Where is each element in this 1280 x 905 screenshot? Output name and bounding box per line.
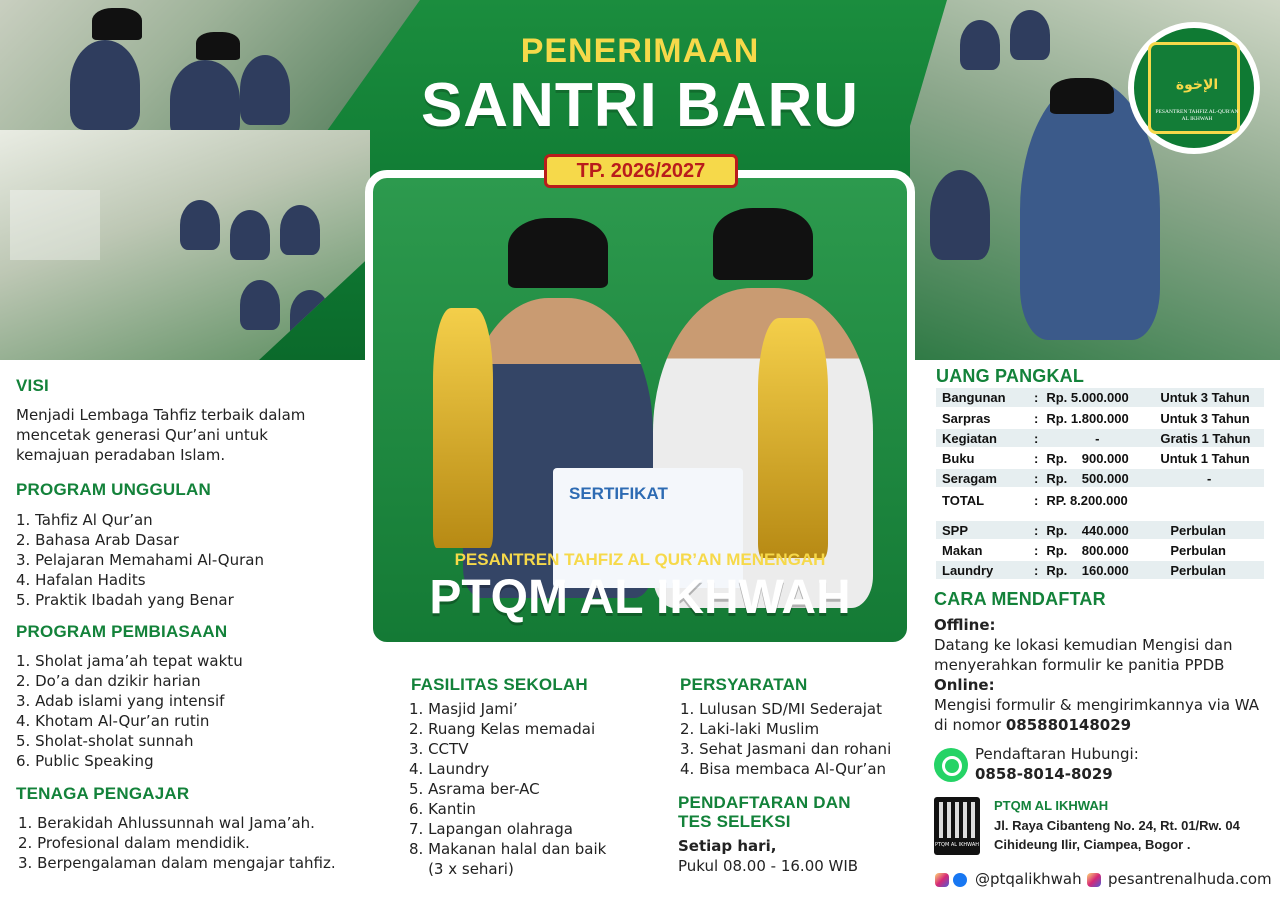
instagram-icon — [1087, 873, 1101, 887]
program-pembiasaan-title: PROGRAM PEMBIASAAN — [16, 622, 228, 641]
online-number-line — [934, 715, 1270, 735]
offline-line: Datang ke lokasi kemudian Mengisi dan — [934, 636, 1233, 654]
classroom-photo-top-left — [0, 0, 420, 130]
visi-line: Menjadi Lembaga Tahfiz terbaik dalam — [16, 406, 306, 424]
list-item: 1. Masjid Jami’ — [409, 700, 518, 718]
fee-separator: : — [1028, 428, 1044, 448]
fee-separator: : — [1028, 408, 1044, 428]
table-row-total — [936, 488, 1264, 512]
table-row — [936, 448, 1264, 468]
trophy-icon — [758, 318, 828, 558]
fee-total-label: TOTAL — [936, 488, 1028, 512]
list-item: 4. Hafalan Hadits — [16, 571, 146, 589]
fee-item: SPP — [936, 520, 1028, 540]
list-item: 4. Laundry — [409, 760, 490, 778]
fee-separator: : — [1028, 520, 1044, 540]
fee-amount: - — [1044, 428, 1154, 448]
contact-label: Pendaftaran Hubungi: — [975, 745, 1139, 763]
list-item: 1. Tahfiz Al Qur’an — [16, 511, 153, 529]
fasilitas-list — [409, 699, 606, 879]
jadwal-title — [678, 793, 851, 831]
fee-amount: Rp. 160.000 — [1044, 560, 1154, 580]
peci-cap — [92, 8, 142, 40]
offline-line: menyerahkan formulir ke panitia PPDB — [934, 656, 1225, 674]
peci-cap — [1050, 78, 1114, 114]
program-unggulan-title: PROGRAM UNGGULAN — [16, 480, 211, 499]
list-item: (3 x sehari) — [409, 860, 514, 878]
list-item: 2. Profesional dalam mendidik. — [18, 834, 250, 852]
jadwal-text — [678, 836, 858, 876]
student-figure — [230, 210, 270, 260]
fee-table — [936, 388, 1264, 581]
fee-separator: : — [1028, 448, 1044, 468]
persyaratan-title: PERSYARATAN — [680, 675, 808, 694]
student-figure — [960, 20, 1000, 70]
fee-note: Untuk 1 Tahun — [1154, 448, 1264, 468]
certificate-title: SERTIFIKAT — [569, 484, 668, 503]
cara-mendaftar-text — [934, 615, 1270, 735]
online-line: Mengisi formulir & mengirimkannya via WA — [934, 696, 1260, 714]
fee-amount: Rp. 900.000 — [1044, 448, 1154, 468]
fee-separator: : — [1028, 540, 1044, 560]
fee-item: Bangunan — [936, 388, 1028, 408]
social-handle: @ptqalikhwah — [975, 870, 1082, 888]
qr-code-icon — [934, 797, 980, 855]
list-item: 2. Ruang Kelas memadai — [409, 720, 596, 738]
online-label: Online: — [934, 676, 995, 694]
fee-amount: Rp. 440.000 — [1044, 520, 1154, 540]
fee-note: Untuk 3 Tahun — [1154, 408, 1264, 428]
tenaga-pengajar-title: TENAGA PENGAJAR — [16, 784, 190, 803]
list-item: 4. Bisa membaca Al-Qur’an — [680, 760, 887, 778]
fee-amount: Rp. 1.800.000 — [1044, 408, 1154, 428]
trophy-icon — [433, 308, 493, 548]
list-item: 1. Berakidah Ahlussunnah wal Jama’ah. — [18, 814, 315, 832]
logo-name: PESANTREN TAHFIZ AL-QUR'AN AL IKHWAH — [1155, 109, 1239, 122]
list-item: 2. Do’a dan dzikir harian — [16, 672, 201, 690]
fee-separator: : — [1028, 488, 1044, 512]
address-org: PTQM AL IKHWAH — [994, 798, 1109, 813]
list-item: 7. Lapangan olahraga — [409, 820, 573, 838]
period-badge: TP. 2026/2027 — [544, 154, 738, 188]
whatsapp-icon — [934, 748, 968, 782]
student-figure — [240, 55, 290, 125]
headline-santri-baru: SANTRI BARU — [420, 71, 860, 140]
table-row — [936, 468, 1264, 488]
jadwal-time: Pukul 08.00 - 16.00 WIB — [678, 857, 859, 875]
list-item: 2. Bahasa Arab Dasar — [16, 531, 179, 549]
student-figure — [180, 200, 220, 250]
fee-note — [1154, 488, 1264, 512]
list-item: 6. Kantin — [409, 800, 476, 818]
contact-block — [975, 744, 1139, 784]
table-row — [936, 428, 1264, 448]
student-figure — [240, 280, 280, 330]
list-item: 5. Asrama ber-AC — [409, 780, 540, 798]
table-spacer — [936, 512, 1264, 520]
table-row — [936, 560, 1264, 580]
uang-pangkal-title: UANG PANGKAL — [936, 366, 1085, 386]
program-unggulan-list — [16, 510, 264, 610]
instagram-icon — [935, 873, 949, 887]
student-figure — [1010, 10, 1050, 60]
fee-total-amount: RP. 8.200.000 — [1044, 488, 1154, 512]
hero-card — [365, 170, 915, 650]
peci-cap — [196, 32, 240, 60]
list-item: 8. Makanan halal dan baik — [409, 840, 607, 858]
jadwal-day: Setiap hari, — [678, 837, 777, 855]
fee-note: Perbulan — [1154, 520, 1264, 540]
address-line: Jl. Raya Cibanteng No. 24, Rt. 01/Rw. 04 — [994, 818, 1240, 833]
online-number: 085880148029 — [1005, 716, 1132, 734]
fasilitas-title: FASILITAS SEKOLAH — [411, 675, 588, 694]
headline-penerimaan: PENERIMAAN — [520, 32, 760, 70]
fee-item: Seragam — [936, 468, 1028, 488]
visi-title: VISI — [16, 376, 49, 395]
tenaga-pengajar-list — [18, 813, 336, 873]
student-figure — [280, 205, 320, 255]
online-prefix: di nomor — [934, 716, 1006, 734]
address-block — [994, 816, 1240, 854]
facebook-icon — [953, 873, 967, 887]
fee-amount: Rp. 5.000.000 — [1044, 388, 1154, 408]
logo-arabic-text: الإخوة — [1175, 77, 1219, 93]
fee-note: Gratis 1 Tahun — [1154, 428, 1264, 448]
list-item: 3. Sehat Jasmani dan rohani — [680, 740, 892, 758]
wall-sign — [10, 190, 100, 260]
fee-amount: Rp. 500.000 — [1044, 468, 1154, 488]
list-item: 1. Sholat jama’ah tepat waktu — [16, 652, 243, 670]
student-figure — [930, 170, 990, 260]
table-row — [936, 520, 1264, 540]
card-title: PTQM AL IKHWAH — [429, 571, 851, 624]
address-line: Cihideung Ilir, Ciampea, Bogor . — [994, 837, 1191, 852]
fee-item: Makan — [936, 540, 1028, 560]
fee-item: Kegiatan — [936, 428, 1028, 448]
peci-cap — [713, 208, 813, 280]
list-item: 3. Pelajaran Memahami Al-Quran — [16, 551, 264, 569]
list-item: 6. Public Speaking — [16, 752, 154, 770]
spacer-cell — [936, 512, 1264, 520]
cara-mendaftar-title: CARA MENDAFTAR — [934, 589, 1106, 609]
list-item: 3. CCTV — [409, 740, 469, 758]
peci-cap — [508, 218, 608, 288]
fee-separator: : — [1028, 560, 1044, 580]
visi-text — [16, 405, 305, 465]
visi-line: mencetak generasi Qur’ani untuk — [16, 426, 268, 444]
fee-separator: : — [1028, 388, 1044, 408]
fee-item: Sarpras — [936, 408, 1028, 428]
fee-note: - — [1154, 468, 1264, 488]
student-figure — [170, 60, 240, 130]
card-subtitle: PESANTREN TAHFIZ AL QUR’AN MENENGAH — [454, 550, 826, 569]
logo-emblem — [1148, 42, 1240, 134]
contact-phone: 0858-8014-8029 — [975, 765, 1113, 783]
student-figure — [70, 40, 140, 130]
student-figure — [290, 290, 330, 340]
fee-note: Untuk 3 Tahun — [1154, 388, 1264, 408]
program-pembiasaan-list — [16, 651, 243, 771]
table-row — [936, 388, 1264, 408]
persyaratan-list — [680, 699, 891, 779]
fee-separator: : — [1028, 468, 1044, 488]
table-row — [936, 540, 1264, 560]
website: pesantrenalhuda.com — [1108, 870, 1272, 888]
offline-label: Offline: — [934, 616, 996, 634]
qr-caption: PTQM AL IKHWAH — [934, 842, 980, 848]
list-item: 5. Praktik Ibadah yang Benar — [16, 591, 234, 609]
list-item: 5. Sholat-sholat sunnah — [16, 732, 194, 750]
visi-line: kemajuan peradaban Islam. — [16, 446, 226, 464]
fee-item: Laundry — [936, 560, 1028, 580]
fee-item: Buku — [936, 448, 1028, 468]
list-item: 3. Berpengalaman dalam mengajar tahfiz. — [18, 854, 336, 872]
list-item: 2. Laki-laki Muslim — [680, 720, 820, 738]
fee-note: Perbulan — [1154, 540, 1264, 560]
jadwal-title-line: PENDAFTARAN DAN — [678, 793, 851, 812]
list-item: 1. Lulusan SD/MI Sederajat — [680, 700, 882, 718]
jadwal-title-line: TES SELEKSI — [678, 812, 791, 831]
table-row — [936, 408, 1264, 428]
list-item: 3. Adab islami yang intensif — [16, 692, 225, 710]
classroom-photo-left — [0, 130, 370, 360]
fee-amount: Rp. 800.000 — [1044, 540, 1154, 560]
fee-note: Perbulan — [1154, 560, 1264, 580]
list-item: 4. Khotam Al-Qur’an rutin — [16, 712, 210, 730]
pesantren-logo — [1128, 22, 1260, 154]
